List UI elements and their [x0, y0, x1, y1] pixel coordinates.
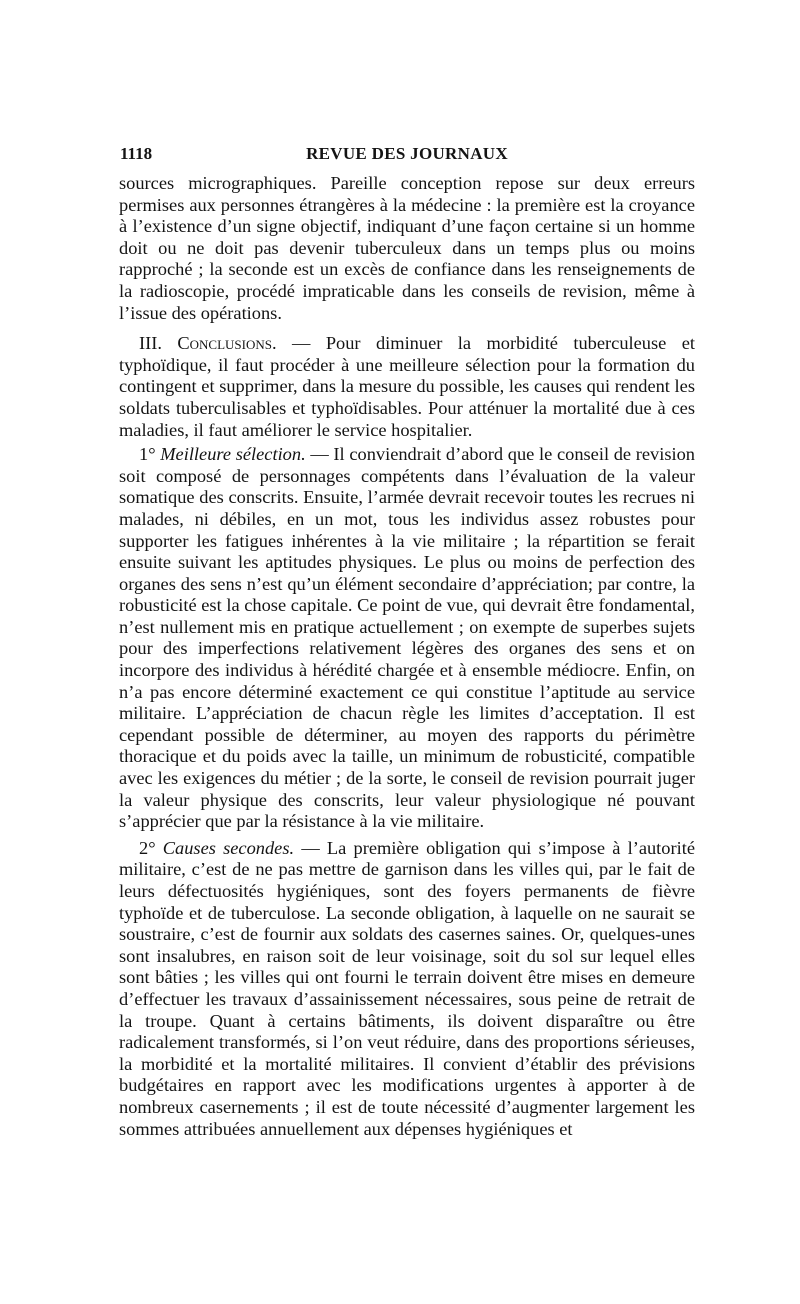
section-number: 2°: [139, 837, 163, 858]
article-body: [119, 173, 695, 1140]
paragraph-continuation: [119, 173, 695, 324]
paragraph-text: — La première obligation qui s’impose à l’autorité militaire, c’est de ne pas mettre de garnison dans les villes qui, par le fait de leurs défectuosités hygiéniques, sont des foyers permanents de fièvre typhoïde et de tuberculose. La seconde obligation, à laquelle on ne saurait se soustraire, c’est de fournir aux soldats des casernes saines. Or, quelques-unes sont insalubres, en raison soit de leur voisinage, soit du sol sur lequel elles sont bâties ; les villes qui ont fourni le terrain doivent être mises en demeure d’effectuer les travaux d’assainissement nécessaires, sous peine de retrait de la troupe. Quant à certains bâtiments, ils doivent disparaître ou être radicalement transformés, si l’on veut réduire, dans des proportions sérieuses, la morbidité et la mortalité militaires. Il convient d’établir des prévisions budgétaires en rapport avec les modifications urgentes à apporter à de nombreux casernements ; il est de toute nécessité d’augmenter largement les sommes attribuées annuellement aux dépenses hygiéniques et: [119, 837, 695, 1139]
section-heading: Meilleure sélection.: [160, 444, 306, 465]
section-number: III.: [139, 333, 178, 354]
paragraph-text: . — Pour diminuer la morbidité tuberculeuse et typhoïdique, il faut procéder à une meilleure sélection pour la formation du contingent et supprimer, dans la mesure du possible, les causes qui rendent les soldats tuberculisables et typhoïdisables. Pour atténuer la mortalité due à ces maladies, il faut améliorer le service hospitalier.: [119, 333, 695, 440]
section-heading: Conclusions: [177, 333, 272, 354]
section-heading: Causes secondes.: [162, 837, 295, 858]
paragraph-text: sources micrographiques. Pareille conception repose sur deux erreurs permises aux personnes étrangères à la médecine : la première est la croyance à l’existence d’un signe objectif, indiquant d’une façon certaine si un homme doit ou ne doit pas devenir tuberculeux dans un temps plus ou moins rapproché ; la seconde est un excès de confiance dans les renseignements de la radioscopie, procédé impraticable dans les conseils de revision, même à l’issue des opérations.: [119, 173, 695, 323]
paragraph-causes-secondes: [119, 838, 695, 1140]
running-header: [120, 141, 694, 167]
paragraph-text: — Il conviendrait d’abord que le conseil de revision soit composé de personnages compétents dans l’évaluation de la valeur somatique des conscrits. Ensuite, l’armée devrait recevoir toutes les recrues ni malades, ni débiles, en un mot, tous les individus assez robustes pour supporter les fatigues inhérentes à la vie militaire ; la répartition se ferait ensuite suivant les aptitudes physiques. Le plus ou moins de perfection des organes des sens n’est qu’un élément secondaire d’appréciation; par contre, la robusticité est la chose capitale. Ce point de vue, qui devrait être fondamental, n’est nullement mis en pratique actuellement ; on exempte de superbes sujets pour des imperfections relativement légères des organes des sens et on incorpore des individus à hérédité chargée et à ensemble médiocre. Enfin, on n’a pas encore déterminé exactement ce qui constitue l’aptitude au service militaire. L’appréciation de chacun règle les limites d’acceptation. Il est cependant possible de déterminer, au moyen des rapports du périmètre thoracique et du poids avec la taille, un minimum de robusticité, compatible avec les exigences du métier ; de la sorte, le conseil de revision pourrait juger la valeur physique des conscrits, leur valeur physiologique né pouvant s’apprécier que par la résistance à la vie militaire.: [119, 444, 696, 832]
page-number: 1118: [120, 144, 153, 163]
paragraph-meilleure-selection: [119, 444, 695, 833]
paragraph-conclusions: [119, 333, 695, 441]
section-number: 1°: [139, 444, 161, 465]
journal-title: REVUE DES JOURNAUX: [306, 144, 508, 163]
